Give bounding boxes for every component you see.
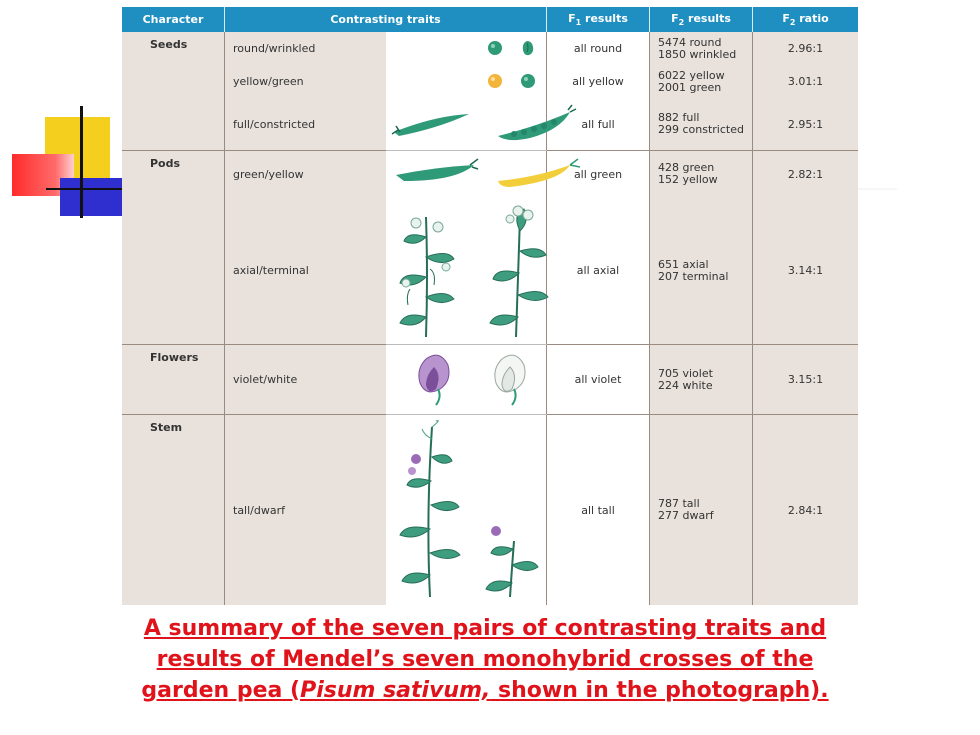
f2-ratio: 3.01:1 — [753, 65, 859, 98]
f2-ratio: 2.82:1 — [753, 151, 859, 198]
f2-result: 651 axial 207 terminal — [650, 197, 753, 345]
f2-result: 6022 yellow 2001 green — [650, 65, 753, 98]
f1-result: all violet — [547, 345, 650, 415]
table-header-row — [122, 7, 858, 32]
header-f1-results: $F_1$ results — [547, 7, 650, 32]
table-row — [122, 32, 858, 65]
f2-ratio: 2.95:1 — [753, 98, 859, 151]
f1-result: all yellow — [547, 65, 650, 98]
character-pods: Pods — [122, 151, 225, 345]
table-row — [122, 197, 858, 345]
f2-ratio: 3.15:1 — [753, 345, 859, 415]
character-stem: Stem — [122, 415, 225, 606]
decor-horizontal-line — [46, 188, 124, 190]
trait-label: full/constricted — [225, 98, 386, 151]
character-seeds: Seeds — [122, 32, 225, 151]
header-character: Character — [122, 7, 225, 32]
f1-result: all tall — [547, 415, 650, 606]
table-row — [122, 65, 858, 98]
table-row — [122, 151, 858, 198]
f2-result: 428 green 152 yellow — [650, 151, 753, 198]
f1-result: all full — [547, 98, 650, 151]
seed-round-wrinkled-illustration — [386, 32, 547, 65]
f2-result: 787 tall 277 dwarf — [650, 415, 753, 606]
trait-label: green/yellow — [225, 151, 386, 198]
flower-violet-white-illustration — [386, 345, 547, 415]
trait-label: violet/white — [225, 345, 386, 415]
pod-green-yellow-illustration — [386, 151, 547, 198]
pod-full-constricted-illustration — [386, 98, 547, 151]
table-row — [122, 98, 858, 151]
caption-line-2: results of Mendel’s seven monohybrid crosses of the — [156, 647, 814, 672]
stem-tall-dwarf-illustration — [386, 415, 547, 606]
f1-result: all axial — [547, 197, 650, 345]
f2-ratio: 2.96:1 — [753, 32, 859, 65]
caption-line-1: A summary of the seven pairs of contrasting traits and — [143, 616, 827, 641]
trait-label: axial/terminal — [225, 197, 386, 345]
trait-label: round/wrinkled — [225, 32, 386, 65]
header-f2-ratio: $F_2$ ratio — [753, 7, 859, 32]
caption-species-name: Pisum sativum, — [300, 678, 491, 703]
f2-result: 5474 round 1850 wrinkled — [650, 32, 753, 65]
table-row — [122, 415, 858, 606]
table-row — [122, 345, 858, 415]
slide-caption — [90, 613, 880, 706]
f1-result: all round — [547, 32, 650, 65]
f2-result: 882 full 299 constricted — [650, 98, 753, 151]
f2-ratio: 3.14:1 — [753, 197, 859, 345]
trait-label: tall/dwarf — [225, 415, 386, 606]
seed-yellow-green-illustration — [386, 65, 547, 98]
header-f2-results: $F_2$ results — [650, 7, 753, 32]
axial-terminal-plant-illustration — [386, 197, 547, 345]
decor-vertical-line — [80, 106, 83, 218]
f1-result: all green — [547, 151, 650, 198]
caption-line-3: garden pea (Pisum sativum, shown in the photograph). — [141, 678, 829, 703]
header-contrasting-traits: Contrasting traits — [225, 7, 547, 32]
mendel-traits-table — [122, 7, 858, 605]
character-flowers: Flowers — [122, 345, 225, 415]
f2-ratio: 2.84:1 — [753, 415, 859, 606]
decor-blue-square — [60, 178, 122, 216]
trait-label: yellow/green — [225, 65, 386, 98]
f2-result: 705 violet 224 white — [650, 345, 753, 415]
